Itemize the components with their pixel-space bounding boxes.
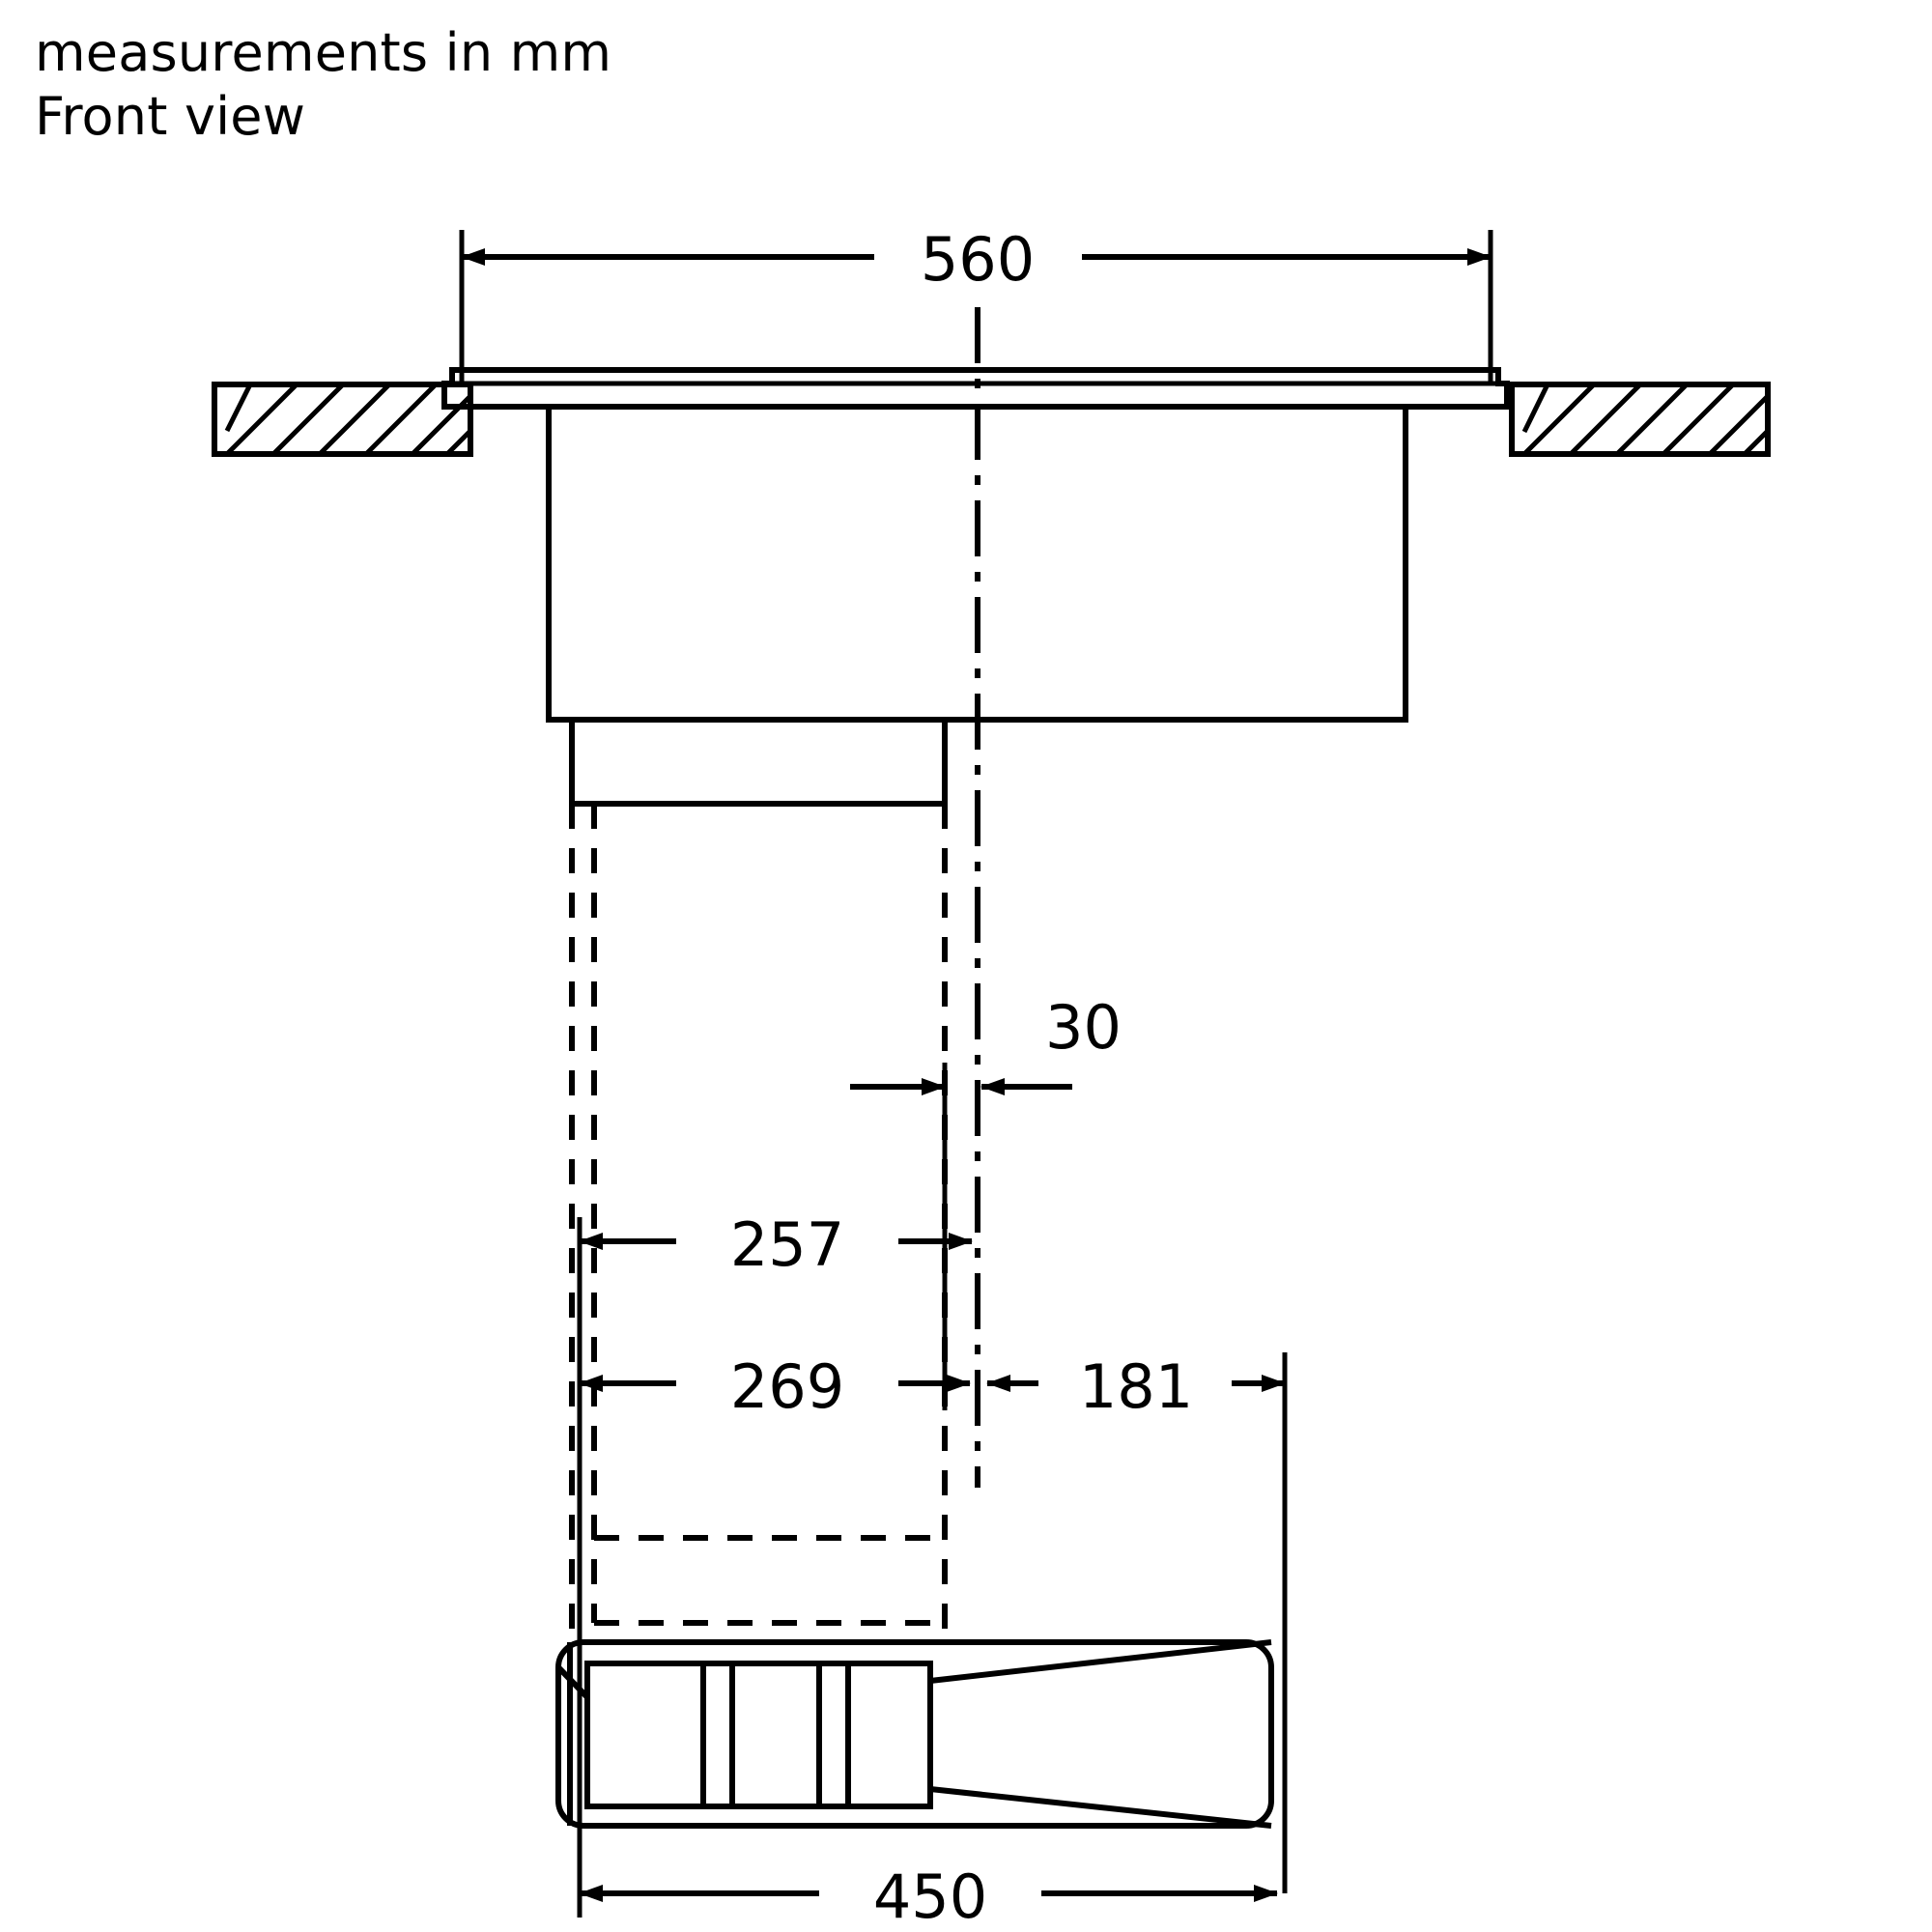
dim-label-30: 30: [1045, 992, 1122, 1063]
worktop-right-hatched-block: [1512, 384, 1768, 454]
blower-unit-assembly: [558, 1642, 1271, 1826]
extension-lines: [580, 1063, 945, 1893]
dim-label-181: 181: [1078, 1351, 1194, 1422]
dimension-30: [850, 992, 1122, 1087]
dim-label-257: 257: [729, 1209, 845, 1280]
dimension-450: [580, 1826, 1277, 1932]
dim-label-560: 560: [920, 224, 1036, 295]
worktop-left-hatched-block: [214, 384, 470, 454]
title-line-units: measurements in mm: [35, 22, 612, 83]
dimension-269: [580, 1345, 970, 1424]
duct-collar-outline: [572, 720, 945, 804]
dim-label-450: 450: [872, 1861, 988, 1932]
title-line-view: Front view: [35, 85, 306, 147]
dim-label-269: 269: [729, 1351, 845, 1422]
dimension-257: [580, 1203, 972, 1282]
